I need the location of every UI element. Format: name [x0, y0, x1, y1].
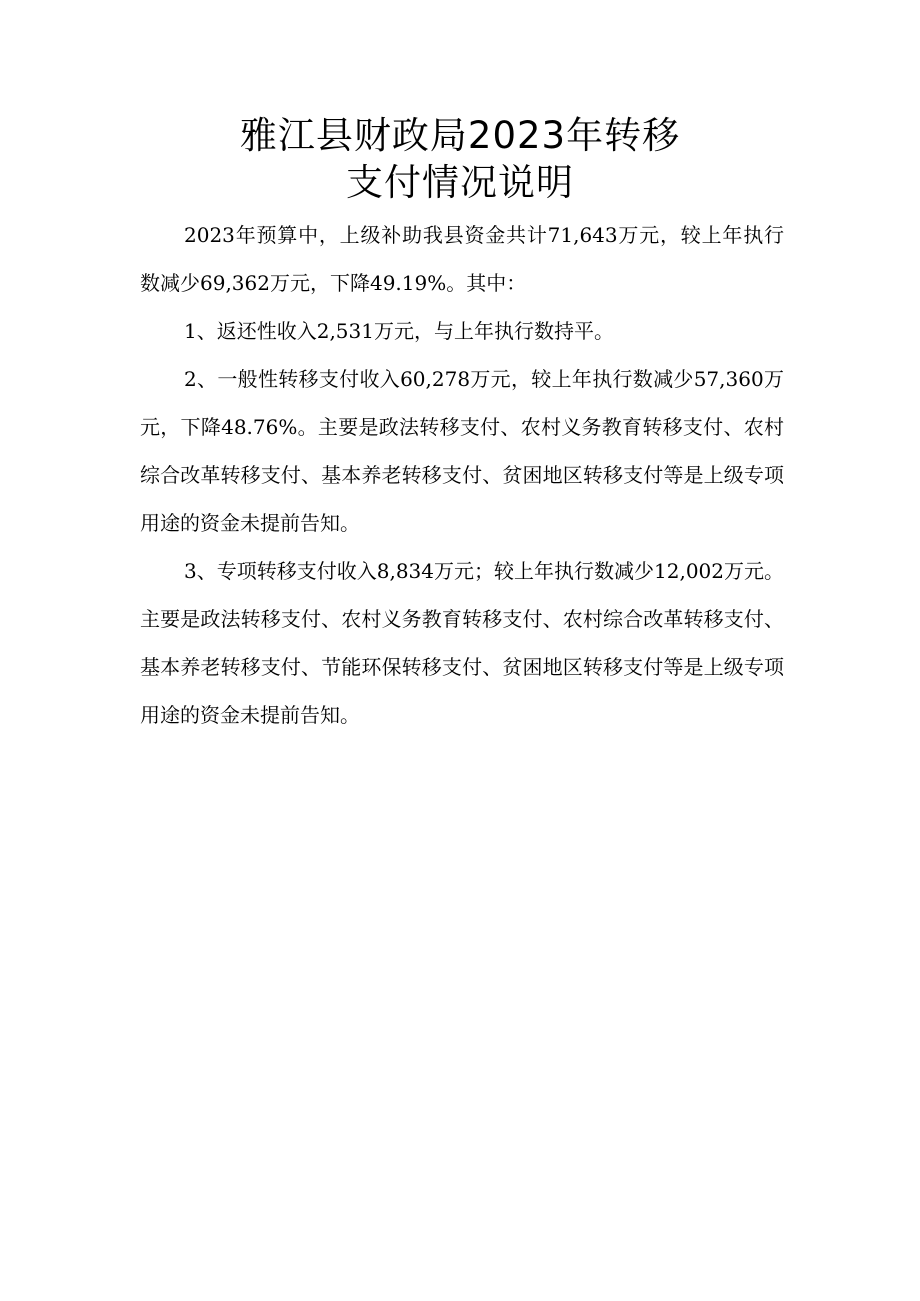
paragraph-item-2: 2、一般性转移支付收入60,278万元，较上年执行数减少57,360万元，下降48.76%。主要是政法转移支付、农村义务教育转移支付、农村综合改革转移支付、基本养老转移支付、贫困地区转移支付等是上级专项用途的资金未提前告知。	[140, 367, 784, 535]
paragraph-item-1: 1、返还性收入2,531万元，与上年执行数持平。	[184, 319, 614, 343]
paragraph-item-3: 3、专项转移支付收入8,834万元；较上年执行数减少12,002万元。主要是政法转移支付、农村义务教育转移支付、农村综合改革转移支付、基本养老转移支付、节能环保转移支付、贫困地区转移支付等是上级专项用途的资金未提前告知。	[140, 559, 784, 727]
paragraph-summary: 2023年预算中，上级补助我县资金共计71,643万元，较上年执行数减少69,362万元，下降49.19%。其中：	[140, 223, 784, 295]
document-body	[140, 211, 784, 739]
document-title-line-2: 支付情况说明	[346, 161, 574, 204]
document-title-line-1: 雅江县财政局2023年转移	[239, 114, 681, 157]
